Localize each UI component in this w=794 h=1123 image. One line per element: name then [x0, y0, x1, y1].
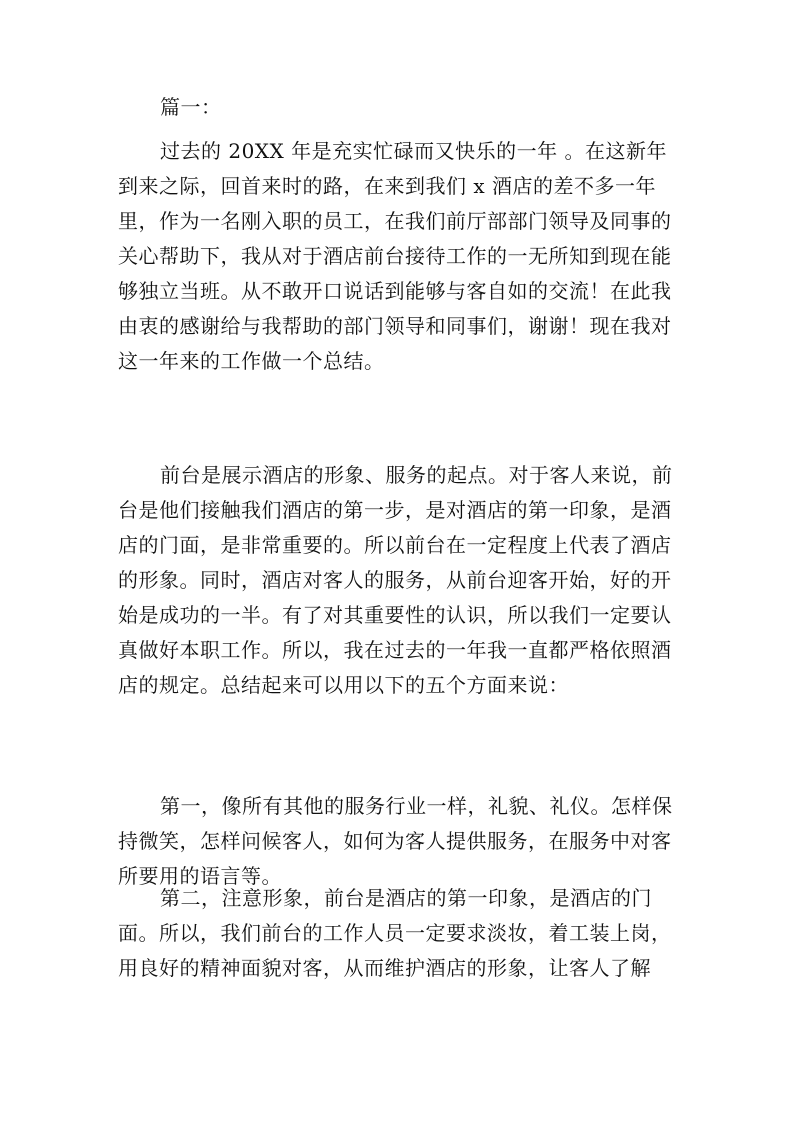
paragraph-point-two: 第二，注意形象，前台是酒店的第一印象，是酒店的门面。所以，我们前台的工作人员一定要求淡妆，着工装上岗，用良好的精神面貌对客，从而维护酒店的形象，让客人了解: [118, 886, 672, 980]
section-heading: 篇一：: [160, 95, 222, 119]
paragraph-point-one: 第一，像所有其他的服务行业一样，礼貌、礼仪。怎样保持微笑，怎样问候客人，如何为客人提供服务，在服务中对客所要用的语言等。: [118, 794, 673, 888]
paragraph-intro: 过去的 20XX 年是充实忙碌而又快乐的一年 。在这新年到来之际，回首来时的路，在来到我们 x 酒店的差不多一年里，作为一名刚入职的员工，在我们前厅部部门领导及同事的关心帮助下，我从对于酒店前台接待工作的一无所知到现在能够独立当班。从不敢开口说话到能够与客自如的交流！在此我由衷的感谢给与我帮助的部门领导和同事们，谢谢！现在我对这一年来的工作做一个总结。: [118, 139, 672, 373]
paragraph-front-desk-importance: 前台是展示酒店的形象、服务的起点。对于客人来说，前台是他们接触我们酒店的第一步，是对酒店的第一印象，是酒店的门面，是非常重要的。所以前台在一定程度上代表了酒店的形象。同时，酒店对客人的服务，从前台迎客开始，好的开始是成功的一半。有了对其重要性的认识，所以我们一定要认真做好本职工作。所以，我在过去的一年我一直都严格依照酒店的规定。总结起来可以用以下的五个方面来说：: [118, 463, 673, 697]
